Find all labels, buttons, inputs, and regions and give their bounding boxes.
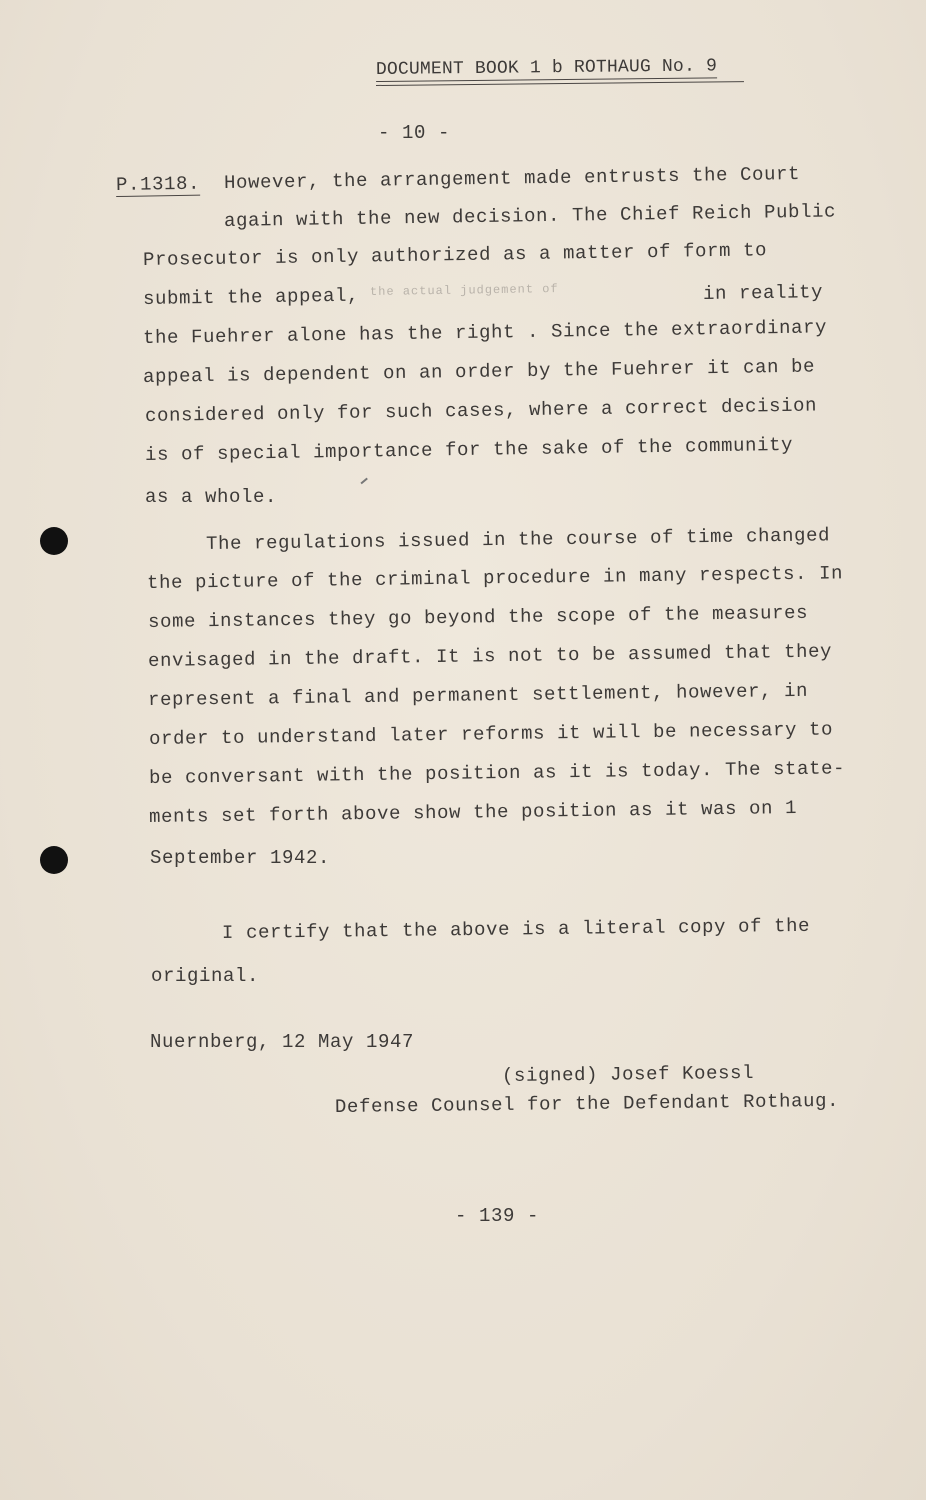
p1-line-6: appeal is dependent on an order by the Fuehrer it can be	[142, 355, 816, 388]
p2-line-9: September 1942.	[150, 847, 331, 869]
signatory-role: Defense Counsel for the Defendant Rothaug.	[334, 1089, 840, 1118]
p1-line-2: again with the new decision. The Chief Reich Public	[223, 200, 837, 232]
paragraph-reference: P.1318.	[115, 172, 201, 196]
document-header: DOCUMENT BOOK 1 b ROTHAUG No. 9	[375, 56, 718, 80]
page-number-bottom: - 139 -	[455, 1205, 540, 1227]
p1-line-9: as a whole.	[145, 486, 278, 508]
certification-line-2: original.	[151, 965, 260, 987]
page-number-top: - 10 -	[378, 122, 451, 144]
p2-line-1: The regulations issued in the course of time changed	[205, 524, 831, 555]
p1-line-4-start: submit the appeal,	[142, 284, 360, 310]
certification-line-1: I certify that the above is a literal copy of the	[221, 914, 811, 944]
p1-line-4-struck: the actual judgement of	[369, 282, 559, 299]
p2-line-6: order to understand later reforms it will be necessary to	[148, 718, 834, 750]
punch-hole-lower	[40, 846, 68, 874]
p2-line-3: some instances they go beyond the scope of the measures	[147, 601, 809, 633]
pen-tick-mark	[360, 478, 367, 484]
p1-line-3: Prosecutor is only authorized as a matter of form to	[142, 239, 768, 271]
p1-line-1: However, the arrangement made entrusts the Court	[223, 162, 801, 194]
p2-line-5: represent a final and permanent settlement, however, in	[147, 679, 809, 711]
p1-line-7: considered only for such cases, where a correct decision	[144, 394, 818, 427]
p1-line-4-end: in reality	[702, 281, 824, 305]
p2-line-2: the picture of the criminal procedure in many respects. In	[146, 562, 844, 594]
place-and-date: Nuernberg, 12 May 1947	[150, 1031, 415, 1053]
p2-line-8: ments set forth above show the position as it was on 1	[148, 796, 798, 828]
p1-line-8: is of special importance for the sake of the community	[144, 433, 794, 466]
signature-line: (signed) Josef Koessl	[501, 1061, 755, 1087]
p2-line-7: be conversant with the position as it is today. The state-	[148, 757, 846, 789]
punch-hole-upper	[40, 527, 68, 555]
p2-line-4: envisaged in the draft. It is not to be assumed that they	[147, 640, 833, 672]
p1-line-5: the Fuehrer alone has the right . Since the extraordinary	[142, 316, 828, 349]
header-double-rule	[376, 81, 744, 86]
